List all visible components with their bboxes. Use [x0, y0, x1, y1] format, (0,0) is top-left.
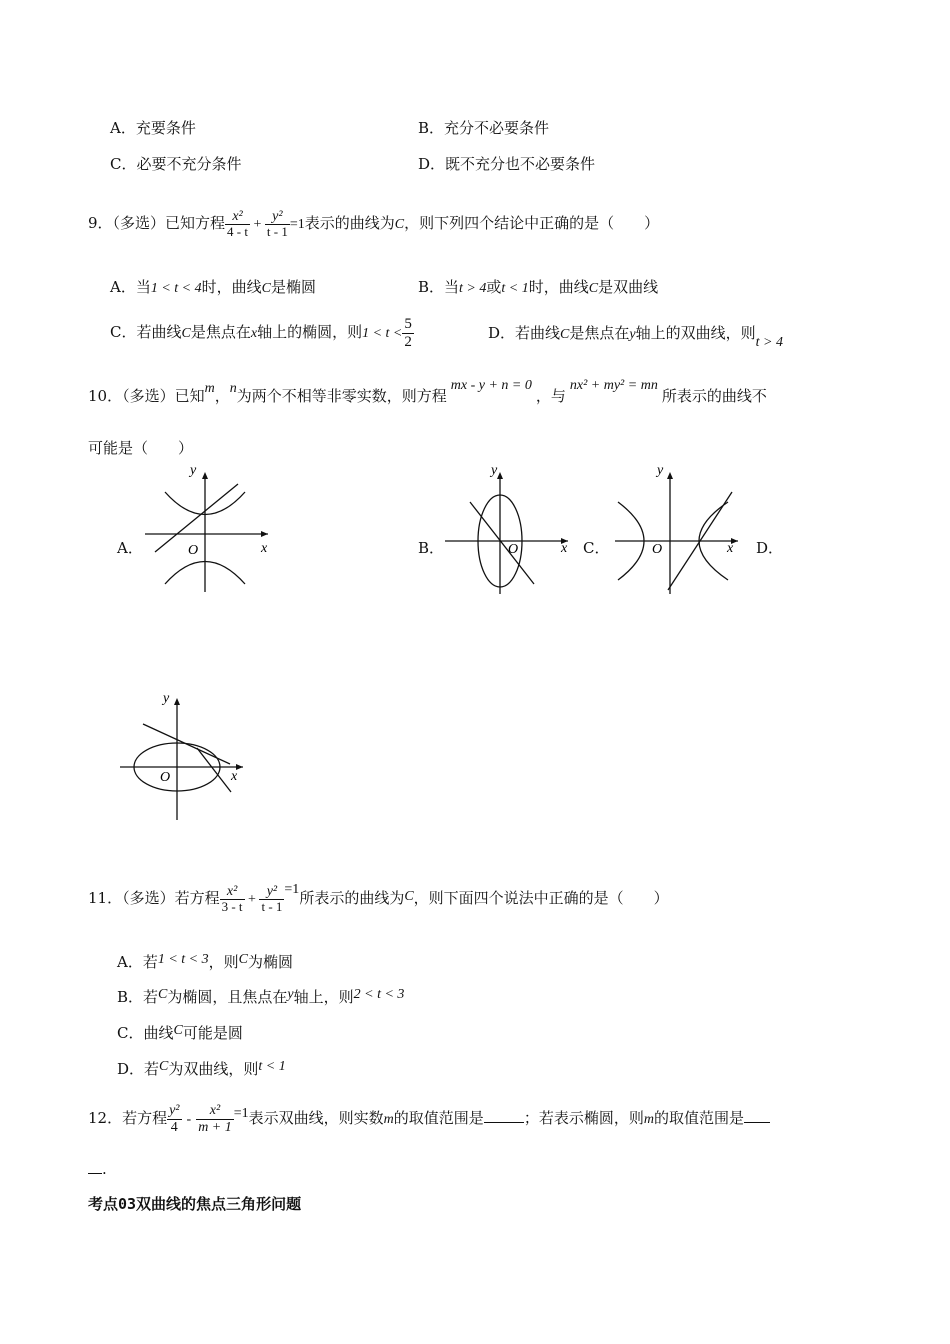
- q11-option-b: B．若C为椭圆，且焦点在y轴上，则2 < t < 3: [117, 987, 405, 1006]
- q9-frac-x: $\frac{\text{x²}}{4 - t}$: [227, 208, 248, 240]
- line: [470, 502, 534, 584]
- svg-text:x: x: [231, 769, 238, 784]
- q12-blank-2-part2[interactable]: [88, 1173, 102, 1174]
- section-heading: 考点03双曲线的焦点三角形问题: [88, 1195, 302, 1213]
- q12-frac-x: $\frac{\text{x²}}{m + 1}$: [198, 1103, 232, 1135]
- q10-stem-line2: 可能是（ ）: [88, 439, 194, 457]
- q10-stem: 10．（多选）已知m，n为两个不相等非零实数，则方程mx - y + n = 0，与nx² + my² = mn所表示的曲线不: [88, 378, 767, 405]
- svg-text:x: x: [727, 541, 734, 556]
- line-upper: [143, 724, 230, 764]
- q9-frac-y: $\frac{\text{y²}}{t - 1}$: [266, 208, 288, 240]
- q9-option-d: D．若曲线C是焦点在y轴上的双曲线，则t > 4: [488, 324, 783, 350]
- q10-label-a: A．: [117, 539, 143, 557]
- svg-text:O: O: [652, 542, 663, 557]
- q9-option-b: B．当t > 4或t < 1时，曲线C是双曲线: [418, 278, 659, 296]
- q10-label-c: C．: [583, 539, 610, 557]
- q10-graph-c: [610, 462, 750, 597]
- svg-text:y: y: [657, 463, 664, 478]
- q8-option-b: B．充分不必要条件: [418, 119, 550, 137]
- q10-graph-a: [140, 462, 280, 597]
- svg-text:y: y: [491, 463, 498, 478]
- q9-stem: 9．（多选）已知方程 $\frac{\text{x²}}{4 - t}$ + $\frac{\text{y²}}{t - 1}$ =1表示的曲线为C，则下列四个结论中正确的是（ ）: [88, 208, 660, 240]
- q11-frac-y: $\frac{\text{y²}}{t - 1}$: [261, 883, 283, 915]
- q8-option-c: C．必要不充分条件: [110, 155, 242, 173]
- svg-text:y: y: [190, 463, 197, 478]
- q12-stem-line2: .: [88, 1160, 107, 1178]
- q11-option-c: C．曲线C可能是圆: [117, 1023, 243, 1042]
- svg-text:O: O: [160, 770, 171, 785]
- svg-text:x: x: [261, 541, 268, 556]
- q12-stem: 12．若方程 $\frac{\text{y²}}{4}$ - $\frac{\text{x²}}{m + 1}$ =1表示双曲线，则实数m的取值范围是 ；若表示椭圆，则m的取值范围是: [88, 1090, 770, 1148]
- q10-label-b: B．: [418, 539, 445, 557]
- q12-frac-y: $\frac{\text{y²}}{4}$: [169, 1103, 180, 1135]
- q9-frac-c: $\frac{5}{2}$: [404, 316, 412, 350]
- q11-frac-x: $\frac{\text{x²}}{3 - t}$: [221, 883, 243, 915]
- q10-label-d: D．: [756, 539, 784, 557]
- svg-text:O: O: [188, 543, 199, 558]
- q11-option-a: A．若1 < t < 3，则C为椭圆: [117, 952, 294, 971]
- svg-text:y: y: [163, 691, 170, 706]
- q10-graph-b: [440, 462, 580, 597]
- q9-option-a: A．当1 < t < 4时，曲线C是椭圆: [110, 278, 317, 296]
- q8-option-a: A．充要条件: [110, 119, 196, 137]
- svg-text:x: x: [561, 541, 568, 556]
- q11-option-d: D．若C为双曲线，则t < 1: [117, 1059, 286, 1078]
- q10-graph-d: [115, 690, 255, 825]
- q11-stem: 11．（多选）若方程 $\frac{\text{x²}}{3 - t}$ + $\frac{\text{y²}}{t - 1}$ =1所表示的曲线为C，则下面四个说法中正确的是（ ）: [88, 882, 669, 915]
- svg-text:O: O: [508, 542, 519, 557]
- q12-blank-2-part1[interactable]: [744, 1122, 770, 1123]
- q12-blank-1[interactable]: [484, 1122, 524, 1123]
- q9-option-c: C．若曲线C是焦点在x轴上的椭圆，则1 < t < $\frac{5}{2}$: [110, 316, 412, 350]
- q8-option-d: D．既不充分也不必要条件: [418, 155, 596, 173]
